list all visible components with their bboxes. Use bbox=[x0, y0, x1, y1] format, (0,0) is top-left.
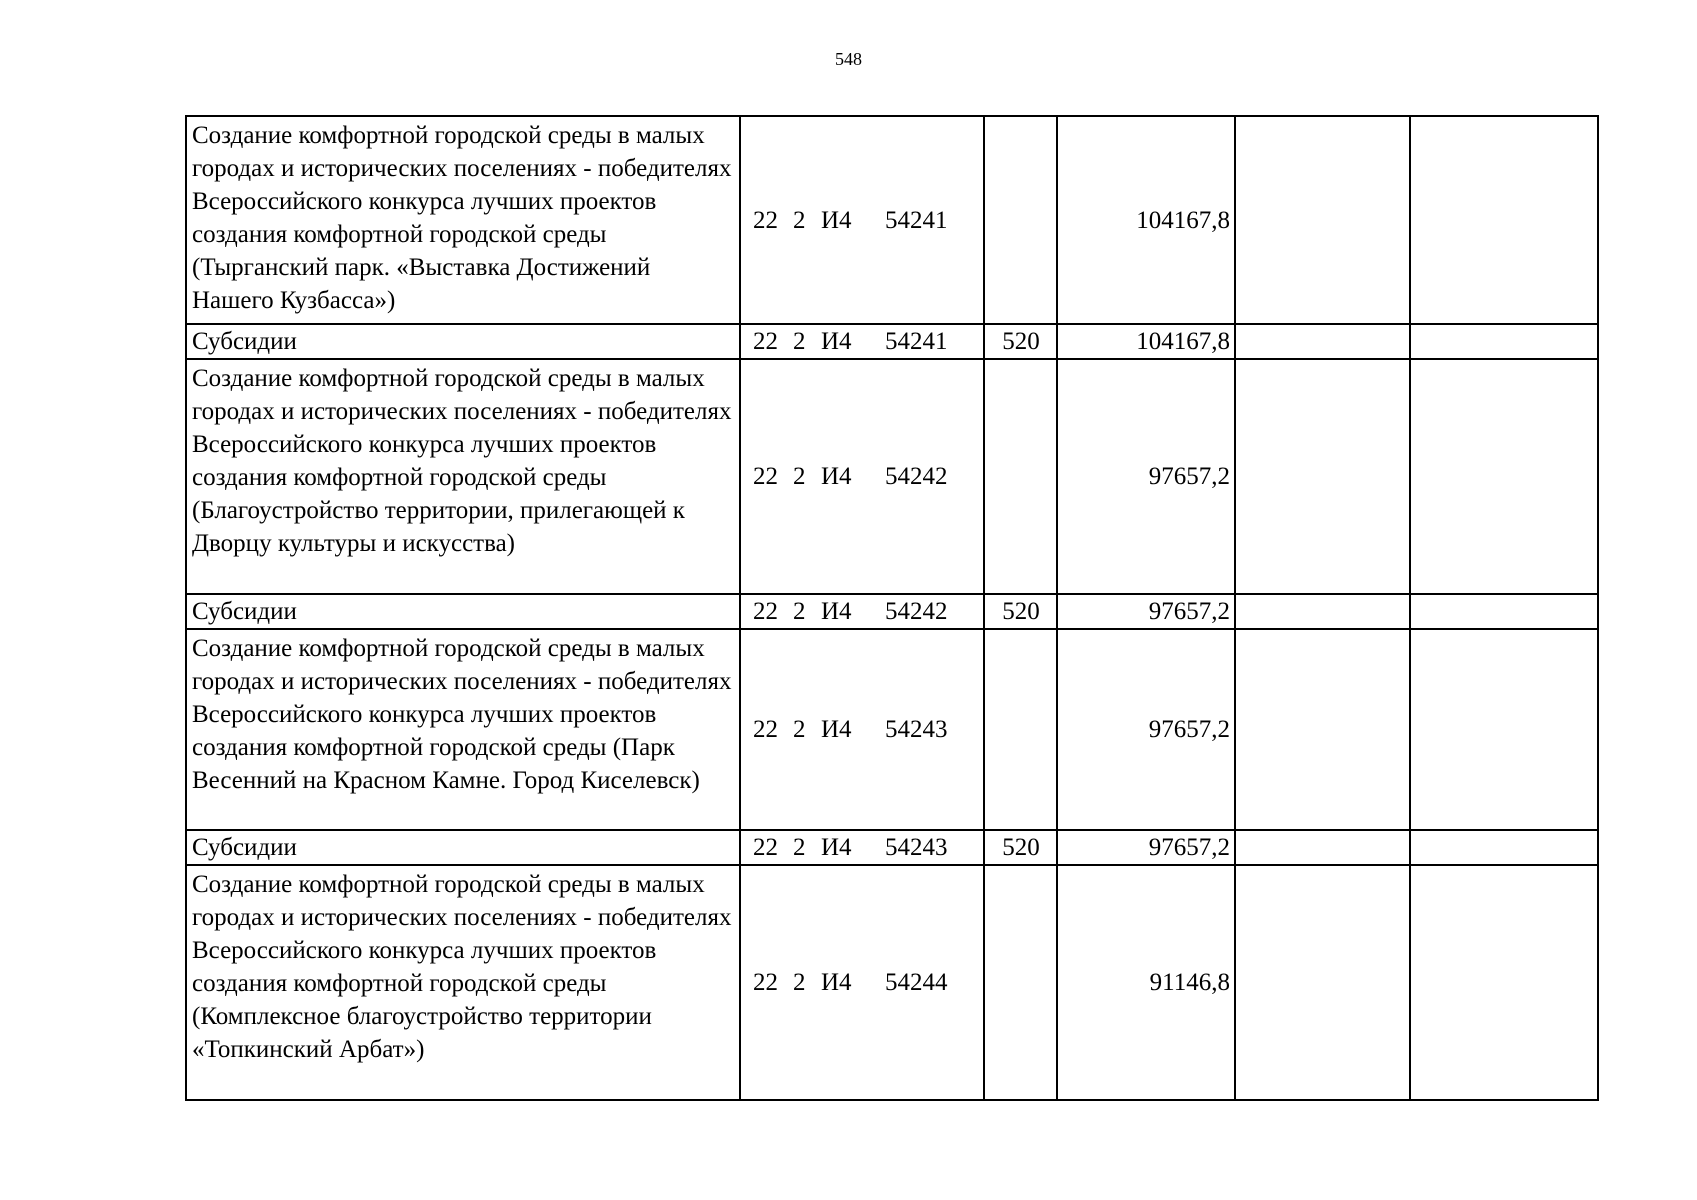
extra-cell bbox=[1410, 594, 1598, 629]
sum-cell: 104167,8 bbox=[1057, 324, 1235, 359]
extra-cell bbox=[1410, 359, 1598, 594]
page-number: 548 bbox=[835, 49, 862, 69]
row-name-cell bbox=[186, 629, 740, 830]
extra-cell bbox=[1410, 324, 1598, 359]
program-code: 22 bbox=[753, 969, 778, 996]
extra-cell bbox=[1235, 629, 1410, 830]
direction-code: 54242 bbox=[885, 598, 948, 625]
sum-cell: 97657,2 bbox=[1057, 629, 1235, 830]
row-code-cell bbox=[740, 865, 984, 1100]
table-row bbox=[186, 116, 1598, 324]
extra-cell bbox=[1235, 116, 1410, 324]
program-code: 22 bbox=[753, 834, 778, 861]
subprogram-code: 2 bbox=[793, 834, 806, 861]
expense-type-cell bbox=[984, 629, 1057, 830]
extra-cell bbox=[1235, 594, 1410, 629]
table-row bbox=[186, 830, 1598, 865]
row-name: Создание комфортной городской среды в малых городах и исторических поселениях - победителях Всероссийского конкурса лучших проектов создания комфортной городской среды (Благоустройство территории, прилегающей к Дворцу культуры и искусства) bbox=[192, 365, 732, 557]
program-code: 22 bbox=[753, 598, 778, 625]
row-name-cell bbox=[186, 324, 740, 359]
sum-cell: 97657,2 bbox=[1057, 594, 1235, 629]
subprogram-code: 2 bbox=[793, 206, 806, 234]
project-code: И4 bbox=[821, 598, 852, 625]
project-code: И4 bbox=[821, 834, 852, 861]
row-code-cell bbox=[740, 116, 984, 324]
row-name-cell bbox=[186, 594, 740, 629]
project-code: И4 bbox=[821, 328, 852, 355]
extra-cell bbox=[1410, 830, 1598, 865]
expense-type-cell bbox=[984, 865, 1057, 1100]
row-code-cell bbox=[740, 830, 984, 865]
program-code: 22 bbox=[753, 716, 778, 743]
budget-table bbox=[185, 115, 1599, 1101]
extra-cell bbox=[1410, 865, 1598, 1100]
table-row bbox=[186, 359, 1598, 594]
table-row bbox=[186, 594, 1598, 629]
subprogram-code: 2 bbox=[793, 598, 806, 625]
project-code: И4 bbox=[821, 969, 852, 996]
subprogram-code: 2 bbox=[793, 716, 806, 743]
sum-cell: 91146,8 bbox=[1057, 865, 1235, 1100]
direction-code: 54243 bbox=[885, 834, 948, 861]
project-code: И4 bbox=[821, 716, 852, 743]
row-code-cell bbox=[740, 594, 984, 629]
expense-type-cell bbox=[984, 116, 1057, 324]
table-row bbox=[186, 629, 1598, 830]
table-row bbox=[186, 324, 1598, 359]
row-name: Создание комфортной городской среды в малых городах и исторических поселениях - победителях Всероссийского конкурса лучших проектов создания комфортной городской среды (Комплексное благоустройство территории «Топкинский Арбат») bbox=[192, 871, 732, 1063]
extra-cell bbox=[1410, 629, 1598, 830]
extra-cell bbox=[1410, 116, 1598, 324]
subprogram-code: 2 bbox=[793, 463, 806, 490]
row-name-cell bbox=[186, 116, 740, 324]
expense-type-cell bbox=[984, 359, 1057, 594]
extra-cell bbox=[1235, 865, 1410, 1100]
row-name: Создание комфортной городской среды в малых городах и исторических поселениях - победителях Всероссийского конкурса лучших проектов создания комфортной городской среды (Парк Весенний на Красном Камне. Город Киселевск) bbox=[192, 635, 732, 794]
program-code: 22 bbox=[753, 206, 778, 234]
row-name: Субсидии bbox=[192, 328, 297, 355]
row-name-cell bbox=[186, 830, 740, 865]
row-code-cell bbox=[740, 359, 984, 594]
project-code: И4 bbox=[821, 206, 852, 234]
row-name: Субсидии bbox=[192, 598, 297, 625]
expense-type-cell: 520 bbox=[984, 594, 1057, 629]
extra-cell bbox=[1235, 359, 1410, 594]
direction-code: 54244 bbox=[885, 969, 948, 996]
table-row bbox=[186, 865, 1598, 1100]
project-code: И4 bbox=[821, 463, 852, 490]
row-code-cell bbox=[740, 324, 984, 359]
direction-code: 54242 bbox=[885, 463, 948, 490]
program-code: 22 bbox=[753, 463, 778, 490]
program-code: 22 bbox=[753, 328, 778, 355]
expense-type-cell: 520 bbox=[984, 830, 1057, 865]
extra-cell bbox=[1235, 324, 1410, 359]
row-name: Создание комфортной городской среды в малых городах и исторических поселениях - победителях Всероссийского конкурса лучших проектов создания комфортной городской среды (Тырганский парк. «Выставка Достижений Нашего Кузбасса») bbox=[192, 122, 732, 314]
direction-code: 54241 bbox=[885, 206, 948, 234]
subprogram-code: 2 bbox=[793, 969, 806, 996]
sum-cell: 97657,2 bbox=[1057, 359, 1235, 594]
direction-code: 54243 bbox=[885, 716, 948, 743]
row-name-cell bbox=[186, 865, 740, 1100]
row-code-cell bbox=[740, 629, 984, 830]
direction-code: 54241 bbox=[885, 328, 948, 355]
sum-cell: 104167,8 bbox=[1057, 116, 1235, 324]
row-name: Субсидии bbox=[192, 834, 297, 861]
extra-cell bbox=[1235, 830, 1410, 865]
subprogram-code: 2 bbox=[793, 328, 806, 355]
row-name-cell bbox=[186, 359, 740, 594]
sum-cell: 97657,2 bbox=[1057, 830, 1235, 865]
expense-type-cell: 520 bbox=[984, 324, 1057, 359]
